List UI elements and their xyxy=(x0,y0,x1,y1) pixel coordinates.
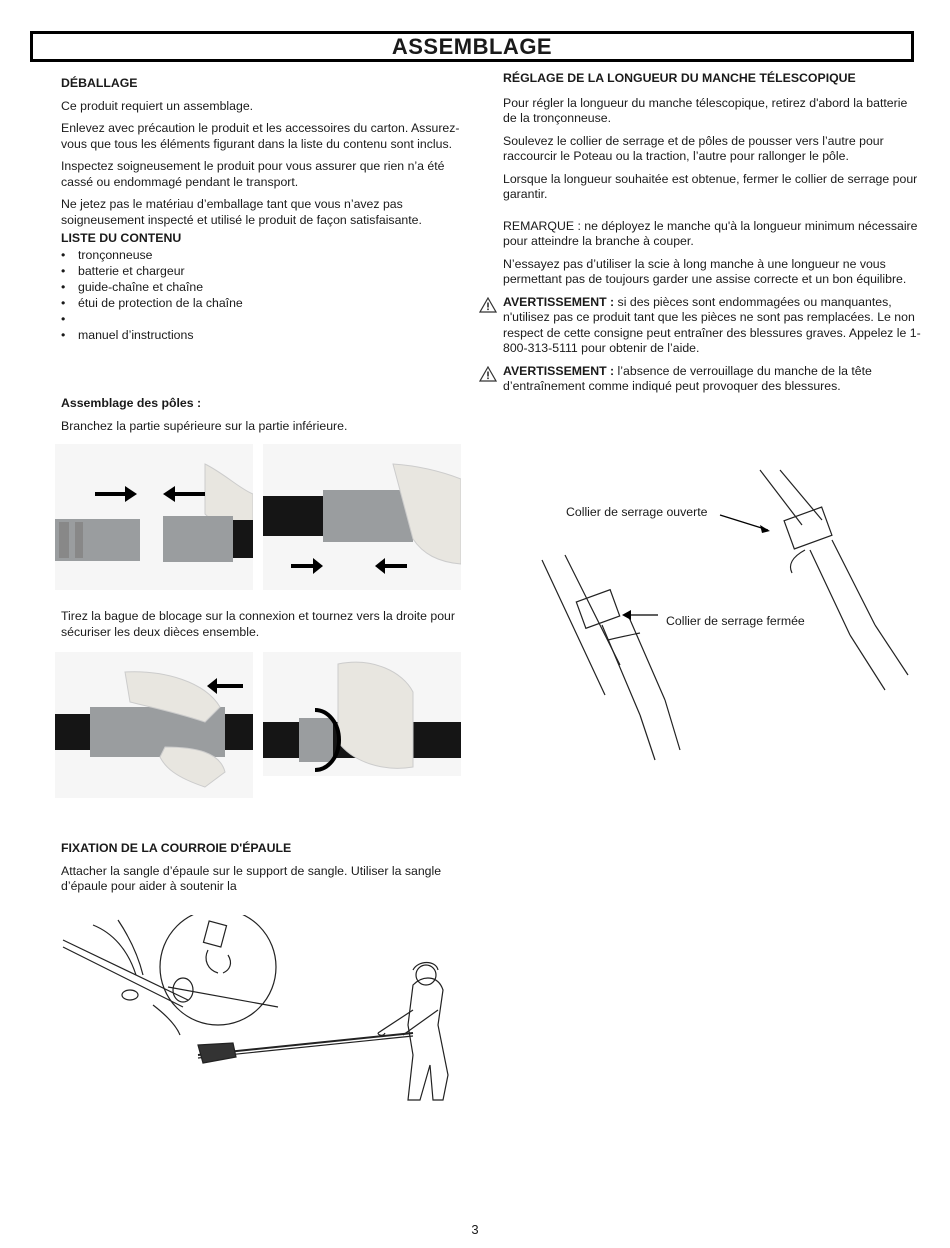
page-title: ASSEMBLAGE xyxy=(391,34,553,59)
strap-section xyxy=(61,841,471,902)
pole-lock-section xyxy=(61,609,471,647)
telescopic-para-2: Soulevez le collier de serrage et de pôles de pousser vers l’autre pour raccourcir le Poteau ou la traction, l’autre pour rallonger le pôle. xyxy=(503,133,884,163)
pole-joined-illustration xyxy=(263,444,461,590)
contents-item: • batterie et chargeur xyxy=(61,264,471,280)
balance-text: N’essayez pas d’utiliser la scie à long manche à une longueur ne vous permettant pas de toujours garder une assise correcte et un bon équilibre. xyxy=(503,256,907,286)
label-clamp-open: Collier de serrage ouverte xyxy=(566,505,708,519)
pole-assembly-text: Branchez la partie supérieure sur la partie inférieure. xyxy=(61,418,348,433)
pole-assembly-section xyxy=(61,396,471,441)
pole-assembly-heading: Assemblage des pôles : xyxy=(61,396,202,410)
warning-2-text: l’absence de verrouillage du manche de la tête d’entraînement comme indiqué peut provoquer des blessures. xyxy=(503,363,872,393)
telescopic-heading: RÉGLAGE DE LA LONGUEUR DU MANCHE TÉLESCOPIQUE xyxy=(503,71,856,85)
telescopic-para-1: Pour régler la longueur du manche télescopique, retirez d'abord la batterie de la tronçonneuse. xyxy=(503,95,908,125)
page-title-box xyxy=(30,31,914,62)
photo-pole-separate xyxy=(55,444,253,590)
contents-item xyxy=(61,312,471,328)
label-clamp-closed: Collier de serrage fermée xyxy=(666,614,805,628)
unpacking-para-2: Enlevez avec précaution le produit et les accessoires du carton. Assurez-vous que tous les éléments figurant dans la liste du contenu sont inclus. xyxy=(61,121,460,151)
warning-1-label: AVERTISSEMENT : xyxy=(503,294,615,309)
page-number: 3 xyxy=(471,1222,479,1237)
unpacking-para-4: Ne jetez pas le matériau d’emballage tant que vous n’avez pas soigneusement inspecté et utilisé le produit de façon satisfaisante. xyxy=(61,197,422,227)
photo-pole-joined xyxy=(263,444,461,590)
note-text: REMARQUE : ne déployez le manche qu'à la longueur minimum nécessaire pour atteindre la branche à couper. xyxy=(503,218,918,248)
contents-heading: LISTE DU CONTENU xyxy=(61,231,182,245)
warning-1-text: si des pièces sont endommagées ou manquantes, n'utilisez pas ce produit tant que les pièces ne sont pas remplacées. Le non respect de cette consigne peut entraîner des blessures graves. Appelez le 1-800-313-5111 pour obtenir de l’aide. xyxy=(503,294,921,355)
right-column xyxy=(503,71,923,402)
contents-item: • manuel d’instructions xyxy=(61,328,471,344)
warning-1 xyxy=(503,295,923,357)
strap-illustration xyxy=(58,915,468,1120)
pole-lock-text: Tirez la bague de blocage sur la connexion et tournez vers la droite pour sécuriser les deux dièces ensemble. xyxy=(61,609,455,639)
warning-2-label: AVERTISSEMENT : xyxy=(503,363,615,378)
unpacking-heading: DÉBALLAGE xyxy=(61,76,138,90)
strap-heading: FIXATION DE LA COURROIE D'ÉPAULE xyxy=(61,841,292,855)
unpacking-para-3: Inspectez soigneusement le produit pour vous assurer que rien n’a été cassé ou endommagé pendant le transport. xyxy=(61,159,445,189)
warning-triangle-icon xyxy=(479,366,497,382)
left-column xyxy=(61,76,471,344)
ring-pull-illustration xyxy=(55,652,253,798)
unpacking-para-1: Ce produit requiert un assemblage. xyxy=(61,98,254,113)
contents-item: • tronçonneuse xyxy=(61,248,471,264)
telescopic-para-3: Lorsque la longueur souhaitée est obtenue, fermer le collier de serrage pour garantir. xyxy=(503,171,918,201)
strap-text: Attacher la sangle d’épaule sur le support de sangle. Utiliser la sangle d’épaule pour aider à soutenir la xyxy=(61,863,442,893)
contents-item: • étui de protection de la chaîne xyxy=(61,296,471,312)
photo-ring-rotate xyxy=(263,652,461,776)
warning-triangle-icon xyxy=(479,297,497,313)
photo-ring-pull xyxy=(55,652,253,798)
warning-2 xyxy=(503,364,923,395)
pole-separate-illustration xyxy=(55,444,253,590)
contents-list xyxy=(61,248,471,344)
ring-rotate-illustration xyxy=(263,652,461,776)
contents-item: • guide-chaîne et chaîne xyxy=(61,280,471,296)
